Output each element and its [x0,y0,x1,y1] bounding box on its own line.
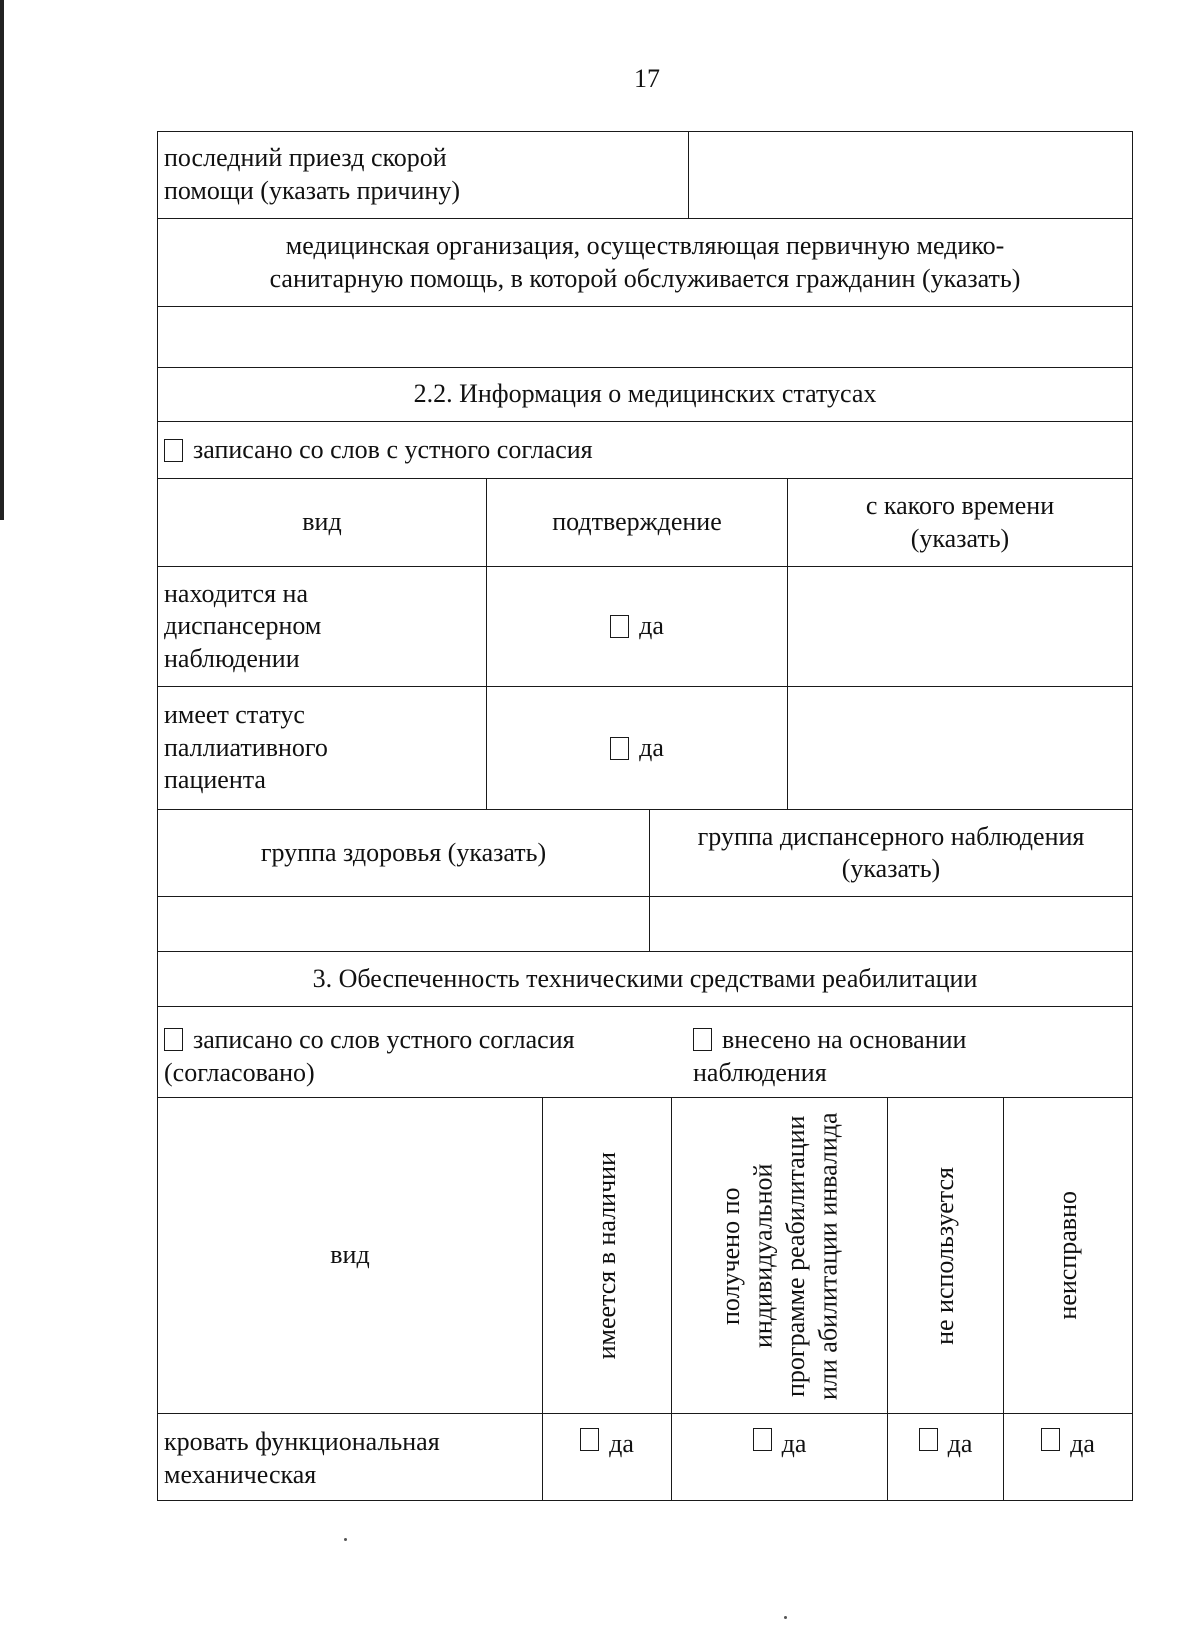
status-row-dispensary-confirm: да [486,566,788,687]
health-group-value[interactable] [157,896,650,952]
checkbox-icon[interactable] [693,1028,712,1051]
dispensary-group-header: группа диспансерного наблюдения (указать) [649,809,1133,897]
checkbox-icon[interactable] [1041,1428,1060,1451]
rehab-row-bed-label: кровать функциональная механическая [157,1413,543,1501]
rehab-header-faulty: неисправно [1003,1097,1133,1414]
consent-oral-row: записано со слов с устного согласия [157,421,1133,479]
page-number: 17 [634,64,660,93]
section-3-title: 3. Обеспеченность техническими средствами реабилитации [157,951,1133,1007]
checkbox-icon[interactable] [919,1428,938,1451]
checkbox-icon[interactable] [580,1428,599,1451]
consent-right: внесено на основании наблюдения [693,1025,967,1087]
med-org-value-cell[interactable] [157,306,1133,368]
status-row-palliative-confirm: да [486,686,788,810]
health-group-header: группа здоровья (указать) [157,809,650,897]
checkbox-icon[interactable] [610,615,629,638]
rehab-row-bed-faulty: да [1003,1413,1133,1501]
status-row-palliative-since[interactable] [787,686,1133,810]
status-header-since: с какого времени (указать) [787,478,1133,567]
status-header-type: вид [157,478,487,567]
section-2-2-title: 2.2. Информация о медицинских статусах [157,367,1133,422]
status-row-dispensary-label: находится на диспансерном наблюдении [157,566,487,687]
checkbox-icon[interactable] [164,439,183,462]
status-row-palliative-label: имеет статус паллиативного пациента [157,686,487,810]
rehab-header-available: имеется в наличии [542,1097,672,1414]
rehab-row-bed-received: да [671,1413,888,1501]
consent-left: записано со слов устного согласия (согласовано) [164,1025,575,1087]
dispensary-group-value[interactable] [649,896,1133,952]
rehab-header-received-ipra: получено по индивидуальной программе реабилитации или абилитации инвалида [671,1097,888,1414]
rehab-header-not-used: не используется [887,1097,1004,1414]
last-ambulance-value-cell[interactable] [688,131,1133,219]
last-ambulance-label: последний приезд скорой помощи (указать причину) [157,131,689,219]
status-header-confirmation: подтверждение [486,478,788,567]
rehab-header-type: вид [157,1097,543,1414]
status-row-dispensary-since[interactable] [787,566,1133,687]
scan-speck [344,1538,347,1541]
checkbox-icon[interactable] [753,1428,772,1451]
med-org-header: медицинская организация, осуществляющая первичную медико- санитарную помощь, в которой обслуживается гражданин (указать) [157,218,1133,307]
scan-speck [784,1616,787,1619]
rehab-row-bed-available: да [542,1413,672,1501]
checkbox-icon[interactable] [610,737,629,760]
section-3-consent-row [157,1006,1133,1098]
checkbox-icon[interactable] [164,1028,183,1051]
rehab-row-bed-not-used: да [887,1413,1004,1501]
